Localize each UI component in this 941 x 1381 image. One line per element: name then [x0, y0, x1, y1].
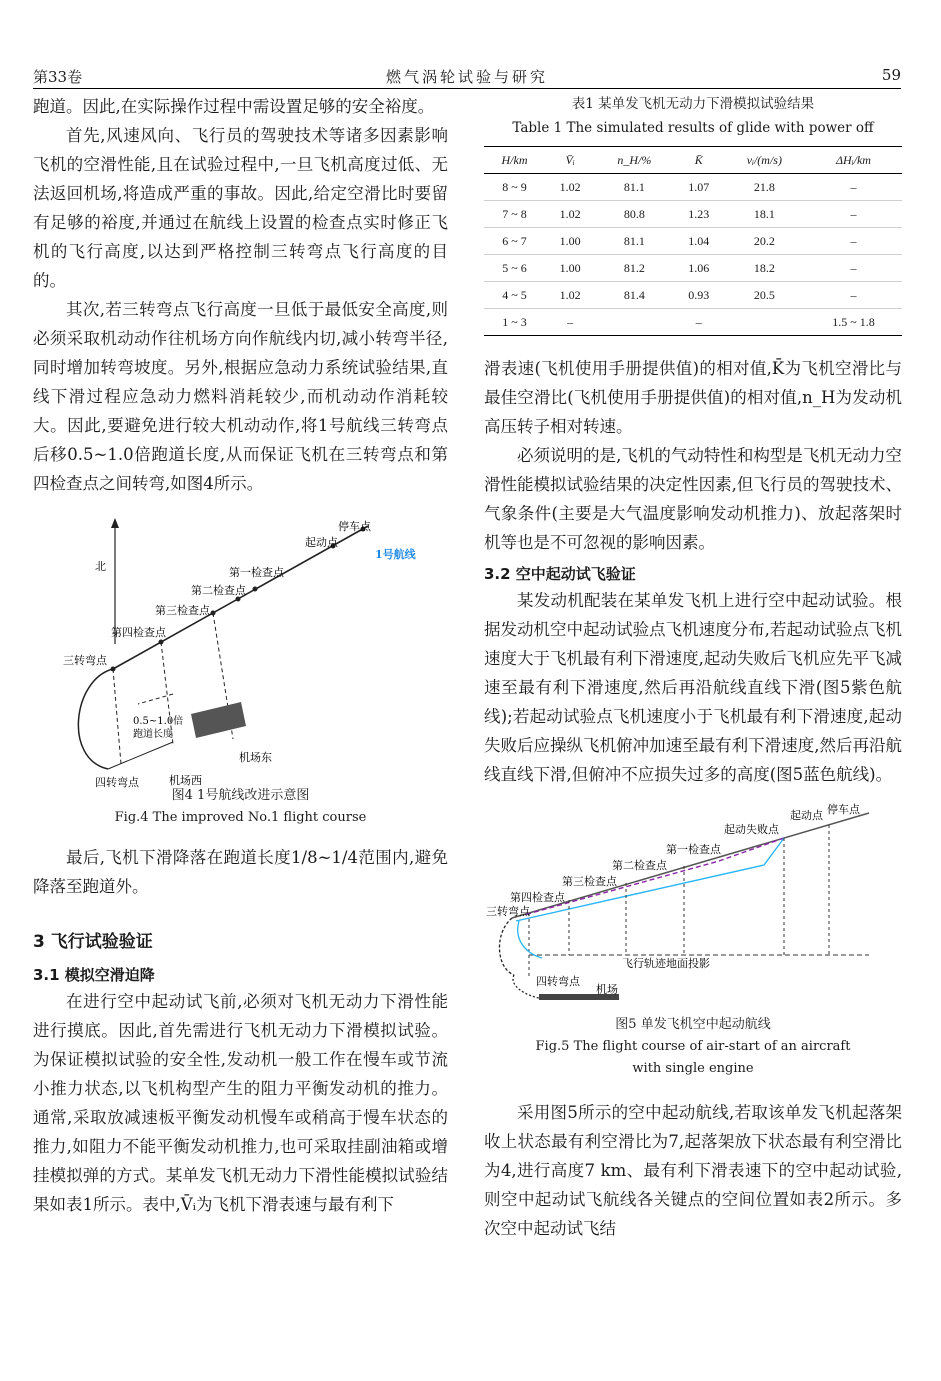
- route-label: 1号航线: [375, 548, 416, 561]
- table-cell: 18.1: [724, 201, 805, 228]
- table-cell: 81.1: [595, 174, 673, 201]
- paragraph: 在进行空中起动试飞前,必须对飞机无动力下滑性能进行摸底。因此,首先需进行飞机无动力下滑模拟试验。为保证模拟试验的安全性,发动机一般工作在慢车或节流小推力状态,以飞机构型产生的阻力平衡发动机的推力。通常,采取放减速板平衡发动机慢车或稍高于慢车状态的推力,如阻力不能平衡发动机推力,也可采取挂副油箱或增挂模拟弹的方式。某单发飞机无动力下滑性能模拟试验结果如表1所示。表中,V̄ᵢ为飞机下滑表速与最有利下: [33, 992, 448, 1214]
- table-row: [484, 282, 902, 309]
- table1: [484, 146, 902, 336]
- paragraph: 首先,风速风向、飞行员的驾驶技术等诸多因素影响飞机的空滑性能,且在试验过程中,一旦飞机高度过低、无法返回机场,将造成严重的事故。因此,给定空滑比时要留有足够的裕度,并通过在航线上设置的检查点实时修正飞机的飞行高度,以达到严格控制三转弯点飞行高度的目的。: [33, 126, 448, 290]
- table-cell: 8 ~ 9: [484, 174, 545, 201]
- fail-label: 起动失败点: [724, 823, 779, 836]
- table1-caption-cn: 表1 某单发飞机无动力下滑模拟试验结果: [571, 96, 815, 112]
- paragraph: 其次,若三转弯点飞行高度一旦低于最低安全高度,则必须采取机动动作往机场方向作航线内切,减小转弯半径,同时增加转弯坡度。另外,根据应急动力系统试验结果,直线下滑过程应急动力燃料消耗较少,而机动动作消耗较大。因此,要避免进行较大机动动作,将1号航线三转弯点后移0.5~1.0倍跑道长度,从而保证飞机在三转弯点和第四检查点之间转弯,如图4所示。: [33, 300, 448, 493]
- table-cell: 1.02: [545, 174, 595, 201]
- table-cell: 7 ~ 8: [484, 201, 545, 228]
- fig4-caption-en: Fig.4 The improved No.1 flight course: [114, 810, 367, 825]
- cp4-label: 第四检查点: [111, 626, 166, 639]
- table-cell: 21.8: [724, 174, 805, 201]
- cp2-label: 第二检查点: [612, 859, 667, 872]
- table-cell: 6 ~ 7: [484, 228, 545, 255]
- table-header: K̄: [674, 147, 724, 174]
- table-cell: 81.1: [595, 228, 673, 255]
- table-cell: 81.2: [595, 255, 673, 282]
- table-cell: –: [545, 309, 595, 336]
- fig4-diagram: [33, 514, 448, 789]
- page-number: 59: [881, 66, 901, 84]
- subsection-heading: 3.2 空中起动试飞验证: [484, 565, 636, 583]
- table-cell: 81.4: [595, 282, 673, 309]
- right-column: [484, 92, 902, 1243]
- page-header: [33, 62, 901, 88]
- table-cell: 20.5: [724, 282, 805, 309]
- table-cell: –: [674, 309, 724, 336]
- table1-caption-en: Table 1 The simulated results of glide with power off: [512, 120, 874, 136]
- table-cell: –: [805, 282, 902, 309]
- route-line: [512, 813, 869, 918]
- cp3-label: 第三检查点: [562, 875, 617, 888]
- paragraph: 必须说明的是,飞机的气动特性和构型是飞机无动力空滑性能模拟试验结果的决定性因素,但飞行员的驾驶技术、气象条件(主要是大气温度影响发动机推力)、放起落架时机等也是不可忽视的影响因素。: [484, 446, 902, 552]
- table-cell: –: [805, 174, 902, 201]
- turn3-label: 三转弯点: [63, 654, 107, 667]
- fig5-caption-en: Fig.5 The flight course of air-start of an aircraft: [535, 1039, 851, 1054]
- fig4-caption-cn: 图4 1号航线改进示意图: [171, 788, 310, 803]
- airport-west-label: 机场西: [169, 774, 202, 787]
- table-row: [484, 201, 902, 228]
- table-cell: 1.07: [674, 174, 724, 201]
- airport-east-label: 机场东: [239, 751, 272, 764]
- table-row: [484, 228, 902, 255]
- fig5-caption-cn: 图5 单发飞机空中起动航线: [615, 1017, 771, 1032]
- volume-label: 第33卷: [33, 68, 83, 86]
- table-cell: 1.00: [545, 255, 595, 282]
- table-cell: 1 ~ 3: [484, 309, 545, 336]
- stop-label: 停车点: [827, 803, 860, 816]
- table-header: H/km: [484, 147, 545, 174]
- table-cell: –: [805, 255, 902, 282]
- fig5-diagram: [484, 803, 902, 1008]
- section-heading: 3 飞行试验验证: [33, 932, 153, 952]
- cp4-label: 第四检查点: [510, 891, 565, 904]
- left-column: [33, 92, 448, 1219]
- header-rule: [33, 88, 901, 89]
- table-header: vᵢ/(m/s): [724, 147, 805, 174]
- table-cell: 1.02: [545, 201, 595, 228]
- cp1-label: 第一检查点: [666, 843, 721, 856]
- airport-label: 机场: [596, 983, 618, 996]
- turn-arc: [78, 669, 113, 769]
- table-row: [484, 309, 902, 336]
- stop-label: 停车点: [338, 520, 371, 533]
- table-row: [484, 174, 902, 201]
- table-cell: 1.00: [545, 228, 595, 255]
- paragraph: 最后,飞机下滑降落在跑道长度1/8~1/4范围内,避免降落至跑道外。: [33, 848, 448, 896]
- table-header: ΔHᵢ/km: [805, 147, 902, 174]
- north-label: 北: [95, 560, 106, 573]
- table-row: [484, 255, 902, 282]
- start-label: 起动点: [790, 809, 823, 822]
- ground-label: 飞行轨迹地面投影: [622, 957, 710, 970]
- journal-title: 燃气涡轮试验与研究: [385, 68, 548, 86]
- paragraph: 某发动机配装在某单发飞机上进行空中起动试验。根据发动机空中起动试验点飞机速度分布,若起动试验点飞机速度大于飞机最有利下滑速度,起动失败后飞机应先平飞减速至最有利下滑速度,然后再沿航线直线下滑(图5紫色航线);若起动试验点飞机速度小于飞机最有利下滑速度,起动失败后应操纵飞机俯冲加速至最有利下滑速度,然后再沿航线直线下滑,但俯冲不应损失过多的高度(图5蓝色航线)。: [484, 591, 902, 784]
- cp1-label: 第一检查点: [229, 566, 284, 579]
- table-cell: 20.2: [724, 228, 805, 255]
- table-cell: 5 ~ 6: [484, 255, 545, 282]
- cp3-label: 第三检查点: [155, 604, 210, 617]
- paragraph: 滑表速(飞机使用手册提供值)的相对值,K̄为飞机空滑比与最佳空滑比(飞机使用手册提供值)的相对值,n_H为发动机高压转子相对转速。: [484, 359, 902, 436]
- table-cell: 18.2: [724, 255, 805, 282]
- paragraph: 跑道。因此,在实际操作过程中需设置足够的安全裕度。: [33, 97, 435, 116]
- fig5-caption-en-2: with single engine: [632, 1061, 754, 1076]
- table-cell: 1.02: [545, 282, 595, 309]
- shift-label-1: 0.5~1.0倍: [133, 716, 184, 727]
- paragraph: 采用图5所示的空中起动航线,若取该单发飞机起落架收上状态最有利空滑比为7,起落架放下状态最有利空滑比为4,进行高度7 km、最有利下滑表速下的空中起动试验,则空中起动试飞航线各关键点的空间位置如表2所示。多次空中起动试飞结: [484, 1103, 902, 1238]
- runway: [191, 702, 246, 738]
- table-header-row: [484, 147, 902, 174]
- cp2-label: 第二检查点: [191, 584, 246, 597]
- turn3-label: 三转弯点: [486, 905, 530, 918]
- table-cell: –: [805, 201, 902, 228]
- table-header: n_H/%: [595, 147, 673, 174]
- table-cell: 4 ~ 5: [484, 282, 545, 309]
- turn4-label: 四转弯点: [95, 776, 139, 789]
- table-cell: 1.04: [674, 228, 724, 255]
- table-cell: [724, 309, 805, 336]
- subsection-heading: 3.1 模拟空滑迫降: [33, 966, 155, 984]
- table-cell: [595, 309, 673, 336]
- shift-label-2: 跑道长度: [133, 729, 173, 740]
- table-cell: –: [805, 228, 902, 255]
- table-cell: 0.93: [674, 282, 724, 309]
- table-header: V̄ᵢ: [545, 147, 595, 174]
- figure-4: [33, 514, 448, 829]
- table-cell: 1.5 ~ 1.8: [805, 309, 902, 336]
- table-cell: 1.23: [674, 201, 724, 228]
- table-cell: 1.06: [674, 255, 724, 282]
- figure-5: [484, 803, 902, 1080]
- turn4-label: 四转弯点: [536, 975, 580, 988]
- table-cell: 80.8: [595, 201, 673, 228]
- start-label: 起动点: [305, 536, 338, 549]
